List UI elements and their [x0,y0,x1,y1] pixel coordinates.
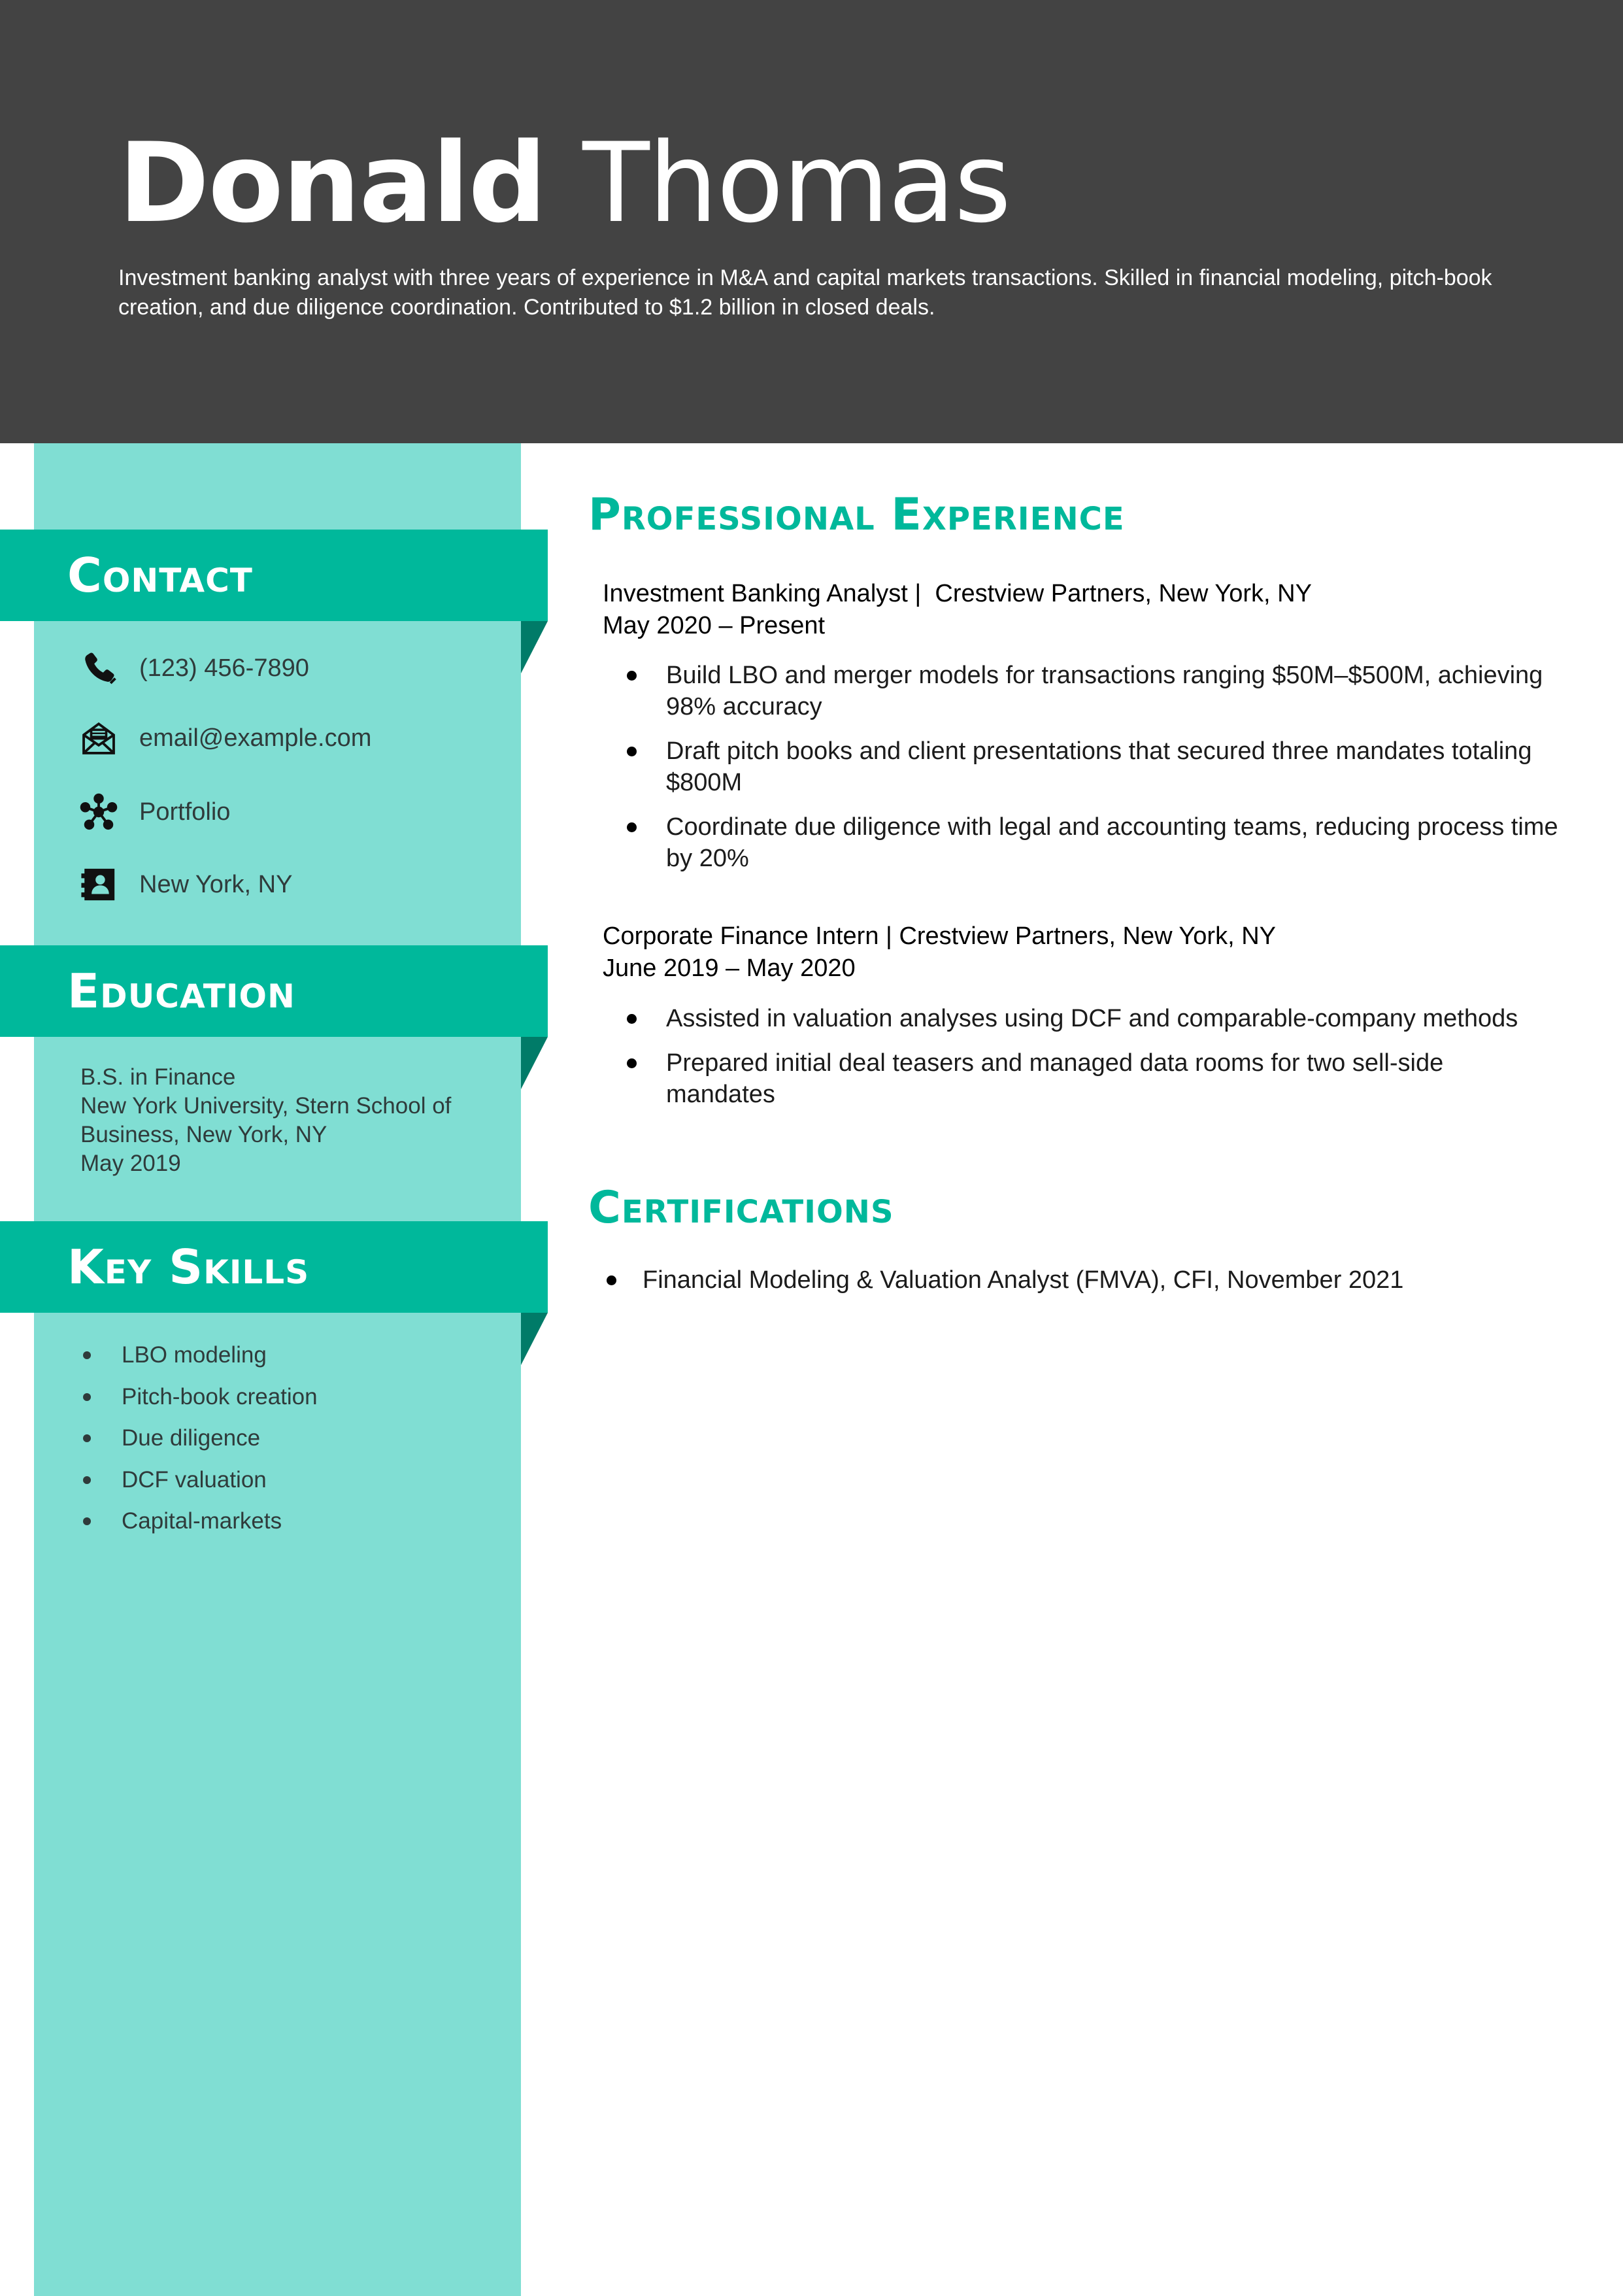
skills-heading-band [0,1221,548,1313]
education-entry [80,1063,486,1178]
contact-portfolio [80,792,230,832]
job-2-dates: June 2019 – May 2020 [603,954,856,982]
education-degree: B.S. in Finance [80,1064,236,1090]
first-name: Donald [118,119,546,247]
job-1-bullet: Coordinate due diligence with legal and accounting teams, reducing process time by 20% [603,811,1590,874]
contact-band-fold [521,621,548,673]
contact-heading: Contact [67,548,253,603]
experience-heading: Professional Experience [588,489,1125,541]
profile-summary: Investment banking analyst with three years of experience in M&A and capital markets transactions. Skilled in financial modeling, pitch-book creation, and due diligence coordination. Contributed to $1.2 billion in closed deals. [118,265,1492,320]
education-school-line1: New York University, Stern School of [80,1093,452,1119]
certifications-heading: Certifications [588,1182,894,1234]
portfolio-icon [80,793,118,831]
candidate-name [118,111,1010,255]
certification-item: Financial Modeling & Valuation Analyst (FMVA), CFI, November 2021 [592,1264,1403,1296]
job-2-bullets [603,1003,1537,1123]
skill-item: Due diligence [80,1417,318,1459]
job-1-header [603,578,1312,642]
job-2-separator: | [886,922,892,950]
job-1-title: Investment Banking Analyst [603,580,908,607]
education-heading: Education [67,964,295,1019]
header [0,0,1623,443]
contact-phone [80,649,309,688]
email-address[interactable]: email@example.com [139,724,372,752]
contact-heading-band [0,530,548,621]
job-2-header [603,920,1276,985]
contact-email [80,718,371,758]
skills-band-fold [521,1313,548,1365]
email-icon [80,719,118,757]
skill-item: LBO modeling [80,1334,318,1376]
skill-item: Capital-markets [80,1500,318,1542]
location-text: New York, NY [139,870,293,898]
phone-icon [80,649,118,687]
job-1-bullet: Build LBO and merger models for transactions ranging $50M–$500M, achieving 98% accuracy [603,660,1590,722]
job-2-company: Crestview Partners, New York, NY [899,922,1276,950]
certifications-list [592,1264,1403,1296]
education-school-line2: Business, New York, NY [80,1122,327,1147]
job-2-bullet: Assisted in valuation analyses using DCF and comparable-company methods [603,1003,1537,1034]
location-icon [80,866,118,903]
job-2-bullet: Prepared initial deal teasers and managed data rooms for two sell-side mandates [603,1047,1537,1110]
contact-location [80,865,292,904]
skill-item: Pitch-book creation [80,1376,318,1418]
skills-list [80,1334,318,1542]
job-2-title: Corporate Finance Intern [603,922,879,950]
job-1-company: Crestview Partners, New York, NY [935,580,1312,607]
job-1-bullets [603,660,1590,887]
education-band-fold [521,1037,548,1089]
job-1-bullet: Draft pitch books and client presentations that secured three mandates totaling $800M [603,735,1590,798]
phone-number[interactable]: (123) 456-7890 [139,654,309,682]
education-heading-band [0,945,548,1037]
skill-item: DCF valuation [80,1459,318,1501]
last-name: Thomas [582,119,1011,247]
job-1-separator: | [914,580,922,607]
portfolio-link[interactable]: Portfolio [139,798,231,826]
skills-heading: Key Skills [67,1240,310,1294]
education-date: May 2019 [80,1151,181,1176]
job-1-dates: May 2020 – Present [603,612,826,639]
